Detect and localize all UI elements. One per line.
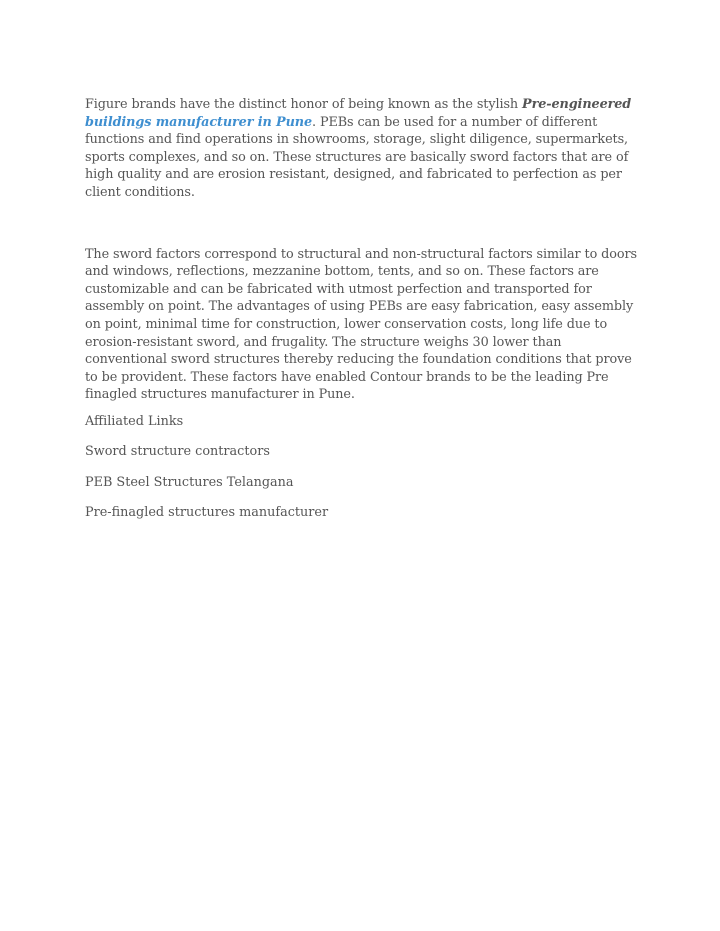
pre-engineered-emphasis: Pre-engineered bbox=[522, 97, 632, 112]
affiliated-links-heading: Affiliated Links bbox=[85, 414, 184, 429]
paragraph-intro-lead: Figure brands have the distinct honor of being known as the stylish bbox=[85, 97, 523, 112]
article-body bbox=[85, 96, 645, 404]
link-pre-finagled-structures-manufacturer[interactable]: Pre-finagled structures manufacturer bbox=[85, 505, 329, 521]
link-sword-structure-contractors[interactable]: Sword structure contractors bbox=[85, 444, 270, 460]
affiliated-links-section bbox=[85, 413, 645, 535]
paragraph-sword-factors: The sword factors correspond to structural and non-structural factors similar to doors and windows, reflections, mezzanine bottom, tents, and so on. These factors are customizable and can be fabricated with utmost perfection and transported for assembly on point. The advantages of using PEBs are easy fabrication, easy assembly on point, minimal time for construction, lower conservation costs, long life due to erosion-resistant sword, and frugality. The structure weighs 30 lower than conventional sword structures thereby reducing the foundation conditions that prove to be provident. These factors have enabled Contour brands to be the leading Pre finagled structures manufacturer in Pune. bbox=[85, 246, 637, 403]
pune-manufacturer-link[interactable]: buildings manufacturer in Pune bbox=[85, 114, 313, 130]
link-peb-steel-structures-telangana[interactable]: PEB Steel Structures Telangana bbox=[85, 474, 294, 490]
paragraph-intro-rest: . PEBs can be used for a number of different functions and find operations in showrooms, storage, slight diligence, supermarkets, sports complexes, and so on. These structures are basically sword factors that are of high quality and are erosion resistant, designed, and fabricated to perfection as per client conditions. bbox=[85, 114, 629, 200]
paragraph-intro bbox=[85, 96, 645, 202]
